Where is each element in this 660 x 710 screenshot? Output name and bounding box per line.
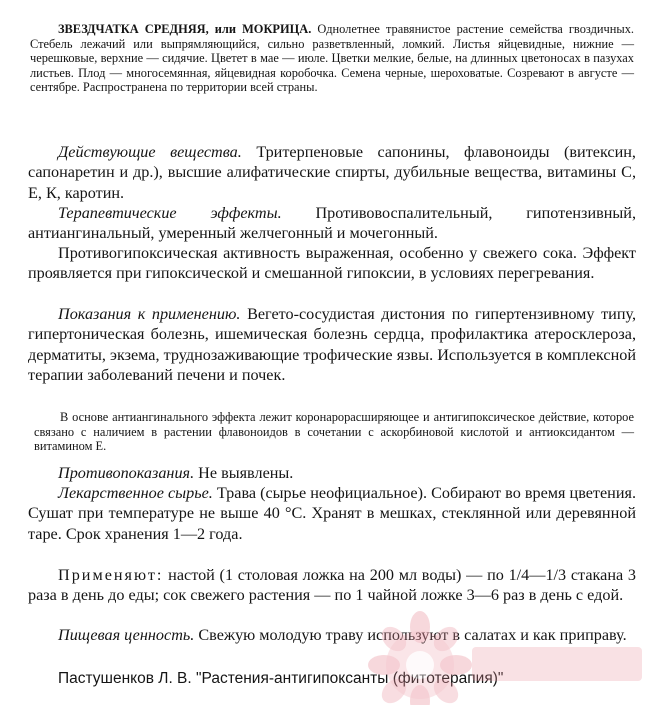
food-value-text: Свежую молодую траву используют в салатах и как приправу. <box>198 626 627 644</box>
food-value-paragraph <box>28 625 636 645</box>
mechanism-note-text: В основе антиангинального эффекта лежит коронарорасширяющее и антигипоксическое действие, которое связано с наличием в растении флавоноидов в сочетании с аскорбиновой кислотой и антиоксидантом — витамином Е. <box>34 410 634 454</box>
raw-material-term: Лекарственное сырье. <box>58 484 213 502</box>
intro-text: Однолетнее травянистое растение семейства гвоздичных. Стебель лежачий или выпрямляющийся, сильно разветвленный, ломкий. Листья яйцевидные, нижние — черешковые, верхние — сидячие. Цветет в мае — июле. Цветки мелкие, белые, на длинных цветоносах в пазухах листьев. Плод — многосемянная, яйцевидная коробочка. Семена черные, шероховатые. Созревают в августе — сентябре. Распространена по территории всей страны. <box>30 22 634 95</box>
usage-term: Применяют: <box>58 566 164 584</box>
usage-text: настой (1 столовая ложка на 200 мл воды) — по 1/4—1/3 стакана 3 раза в день до еды; сок свежего растения — по 1 чайной ложке 3—6 раз в день с едой. <box>28 566 636 605</box>
indications-term: Показания к применению. <box>58 305 241 323</box>
mechanism-note <box>34 410 634 454</box>
food-value-term: Пищевая ценность. <box>58 626 195 644</box>
contraindications-paragraph <box>28 463 636 483</box>
antihypoxic-text: Противогипоксическая активность выраженная, особенно у свежего сока. Эффект проявляется при гипоксической и смешанной гипоксии, в условиях перегревания. <box>28 244 636 283</box>
active-substances-text: Тритерпеновые сапонины, флавоноиды (витексин, сапонаретин и др.), высшие алифатические спирты, дубильные вещества, витамины С, Е, К, каротин. <box>28 143 636 202</box>
therapeutic-effects-term: Терапевтические эффекты. <box>58 204 282 222</box>
therapeutic-effects-paragraph <box>28 203 636 244</box>
antihypoxic-paragraph <box>28 243 636 284</box>
contraindications-text: Не выявлены. <box>198 464 294 482</box>
active-substances-term: Действующие вещества. <box>58 143 242 161</box>
source-citation: Пастушенков Л. В. "Растения-антигипоксанты (фитотерапия)" <box>58 670 504 687</box>
indications-paragraph <box>28 304 636 386</box>
plant-title: ЗВЕЗДЧАТКА СРЕДНЯЯ, или МОКРИЦА. <box>58 22 312 36</box>
raw-material-text: Трава (сырье неофициальное). Собирают во время цветения. Сушат при температуре не выше 40 °С. Хранят в мешках, стеклянной или деревянной таре. Срок хранения 1—2 года. <box>28 484 636 543</box>
contraindications-term: Противопоказания. <box>58 464 195 482</box>
therapeutic-effects-text: Противовоспалительный, гипотензивный, антиангинальный, умеренный желчегонный и мочегонный. <box>28 204 636 243</box>
intro-paragraph <box>30 22 634 95</box>
active-substances-paragraph <box>28 142 636 203</box>
indications-text: Вегето-сосудистая дистония по гипертензивному типу, гипертоническая болезнь, ишемическая болезнь сердца, профилактика атеросклероза, дерматиты, экзема, труднозаживающие трофические язвы. Используется в комплексной терапии заболеваний печени и почек. <box>28 305 637 385</box>
raw-material-paragraph <box>28 483 636 544</box>
usage-paragraph <box>28 565 636 606</box>
